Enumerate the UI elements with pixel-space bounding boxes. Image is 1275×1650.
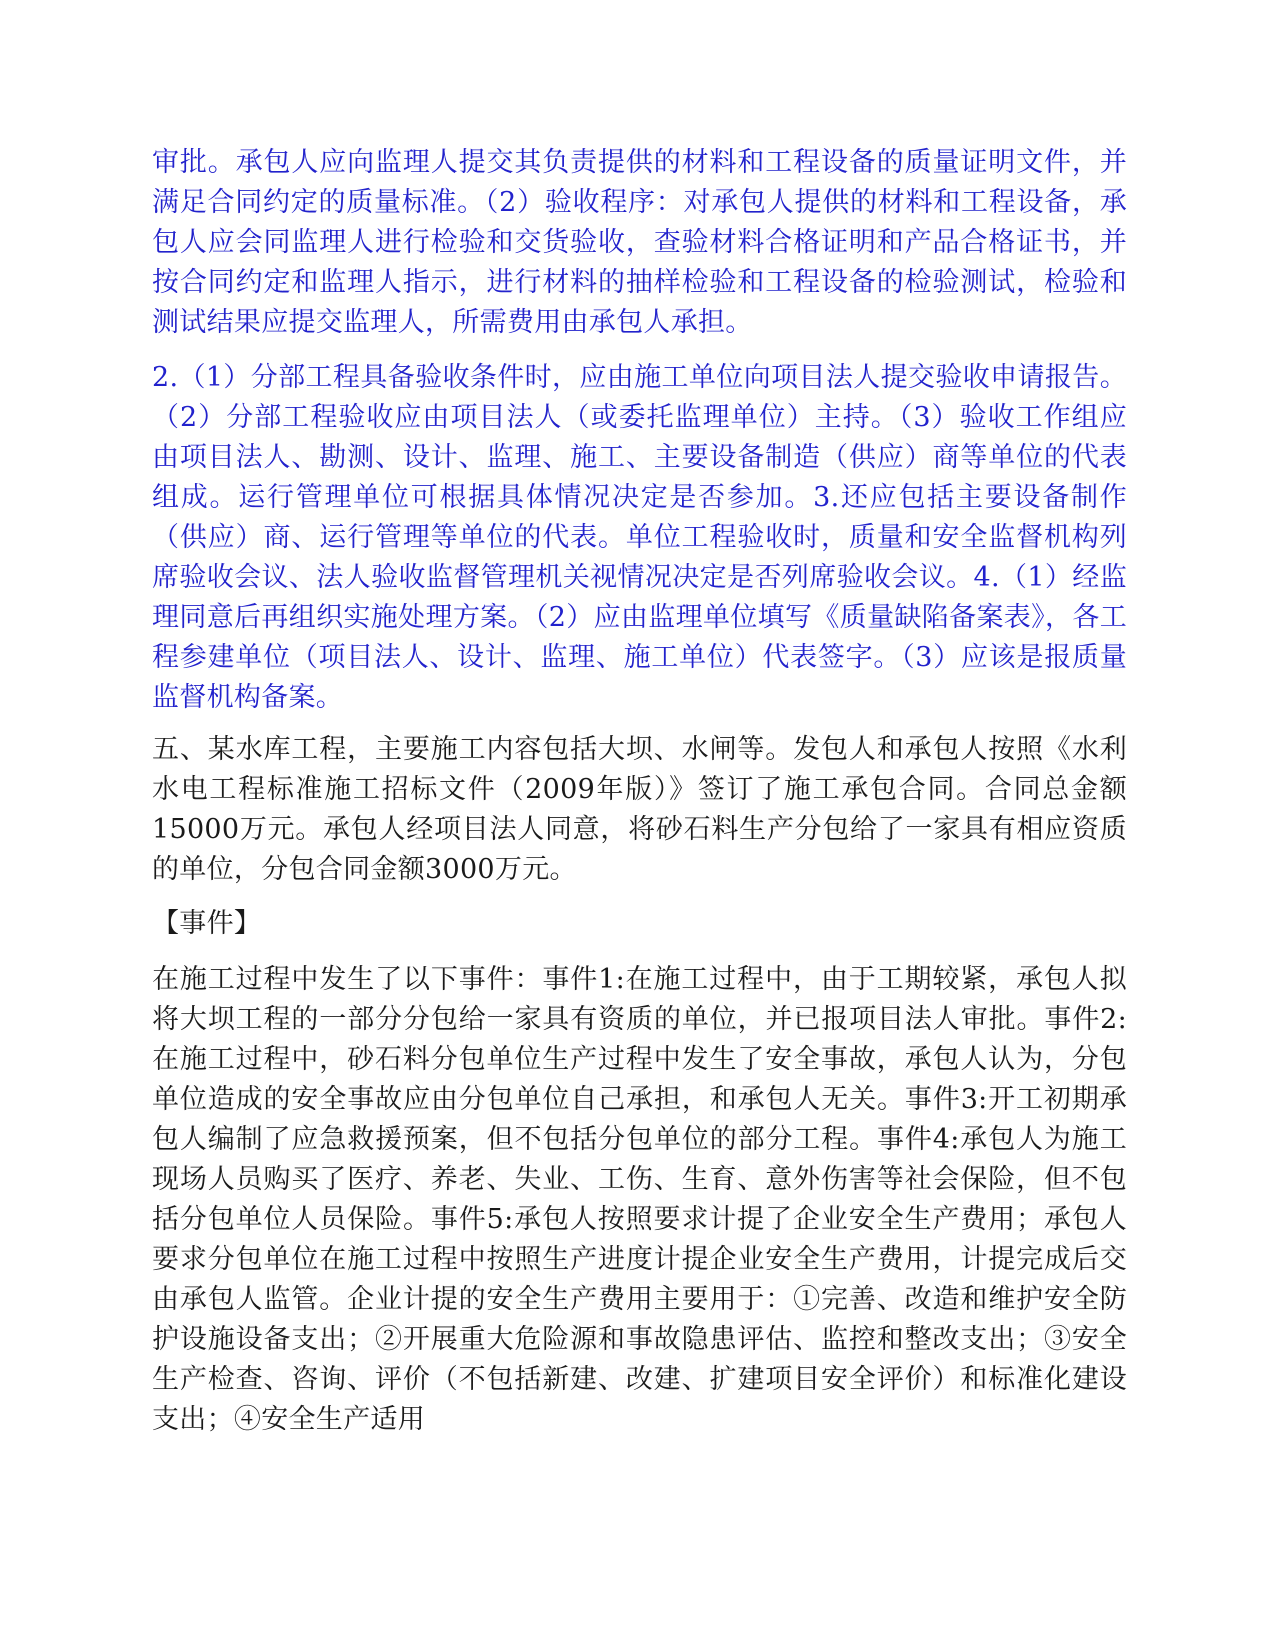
document-body <box>152 143 1127 1440</box>
section-heading-events: 【事件】 <box>152 908 262 939</box>
question-paragraph-events: 在施工过程中发生了以下事件：事件1:在施工过程中，由于工期较紧，承包人拟将大坝工程的一部分分包给一家具有资质的单位，并已报项目法人审批。事件2:在施工过程中，砂石料分包单位生产过程中发生了安全事故，承包人认为，分包单位造成的安全事故应由分包单位自己承担，和承包人无关。事件3:开工初期承包人编制了应急救援预案，但不包括分包单位的部分工程。事件4:承包人为施工现场人员购买了医疗、养老、失业、工伤、生育、意外伤害等社会保险，但不包括分包单位人员保险。事件5:承包人按照要求计提了企业安全生产费用；承包人要求分包单位在施工过程中按照生产进度计提企业安全生产费用，计提完成后交由承包人监管。企业计提的安全生产费用主要用于：①完善、改造和维护安全防护设施设备支出；②开展重大危险源和事故隐患评估、监控和整改支出；③安全生产检查、咨询、评价（不包括新建、改建、扩建项目安全评价）和标准化建设支出；④安全生产适用 <box>152 964 1127 1435</box>
question-paragraph-reservoir-project: 五、某水库工程，主要施工内容包括大坝、水闸等。发包人和承包人按照《水利水电工程标准施工招标文件（2009年版）》签订了施工承包合同。合同总金额15000万元。承包人经项目法人同意，将砂石料生产分包给了一家具有相应资质的单位，分包合同金额3000万元。 <box>152 734 1127 885</box>
answer-paragraph-subproject-acceptance: 2.（1）分部工程具备验收条件时，应由施工单位向项目法人提交验收申请报告。（2）分部工程验收应由项目法人（或委托监理单位）主持。（3）验收工作组应由项目法人、勘测、设计、监理、施工、主要设备制造（供应）商等单位的代表组成。运行管理单位可根据具体情况决定是否参加。3.还应包括主要设备制作（供应）商、运行管理等单位的代表。单位工程验收时，质量和安全监督机构列席验收会议、法人验收监督管理机关视情况决定是否列席验收会议。4.（1）经监理同意后再组织实施处理方案。（2）应由监理单位填写《质量缺陷备案表》，各工程参建单位（项目法人、设计、监理、施工单位）代表签字。（3）应该是报质量监督机构备案。 <box>152 362 1127 713</box>
answer-paragraph-materials-acceptance: 审批。承包人应向监理人提交其负责提供的材料和工程设备的质量证明文件，并满足合同约定的质量标准。（2）验收程序：对承包人提供的材料和工程设备，承包人应会同监理人进行检验和交货验收，查验材料合格证明和产品合格证书，并按合同约定和监理人指示，进行材料的抽样检验和工程设备的检验测试，检验和测试结果应提交监理人，所需费用由承包人承担。 <box>152 147 1127 338</box>
